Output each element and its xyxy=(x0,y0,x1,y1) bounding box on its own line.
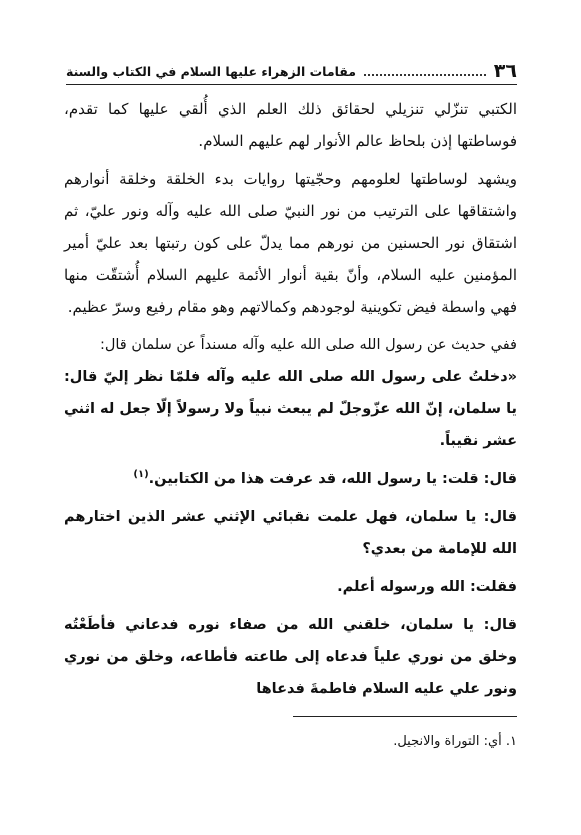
hadith-paragraph-2 xyxy=(64,463,517,495)
footnote-reference: (١) xyxy=(133,469,149,481)
hadith-paragraph-4: فقلت: الله ورسوله أعلم. xyxy=(337,579,517,595)
footnote: ١. أي: التوراة والانجيل. xyxy=(393,734,517,749)
paragraph-3: ففي حديث عن رسول الله صلى الله عليه وآله مسنداً عن سلمان قال: xyxy=(99,337,517,353)
hadith-paragraph-1: «دخلتُ على رسول الله صلى الله عليه وآله فلمّا نظر إليّ قال: يا سلمان، إنّ الله عزّوجلّ لم يبعث نبياً ولا رسولاً إلّا جعل له اثني عشر نقيباً. xyxy=(64,369,517,449)
header-dotted-leader xyxy=(364,74,486,76)
hadith-paragraph-5: قال: يا سلمان، خلقني الله من صفاء نوره فدعاني فأطَعْتُه وخلق من نوري علياً فدعاه إلى طاعته فأطاعه، وخلق من نوري ونور علي عليه السلام فاطمةَ فدعاها xyxy=(64,617,517,697)
body-text xyxy=(64,93,517,705)
footnote-divider xyxy=(293,716,517,717)
page-number: ٣٦ xyxy=(493,60,517,82)
paragraph-1: الكتبي تنزّلي تنزيلي لحقائق ذلك العلم الذي أُلقي عليها كما تقدم، فوساطتها إذن بلحاظ عالم الأنوار لهم عليهم السلام. xyxy=(64,100,517,150)
running-title: مقامات الزهراء عليها السلام في الكتاب والسنة xyxy=(66,63,357,79)
hadith-line-2: قال: قلت: يا رسول الله، قد عرفت هذا من الكتابين. xyxy=(148,471,517,487)
hadith-paragraph-3: قال: يا سلمان، فهل علمت نقبائي الإثني عشر الذين اختارهم الله للإمامة من بعدي؟ xyxy=(64,509,517,557)
paragraph-2: ويشهد لوساطتها لعلومهم وحجّيتها روايات بدء الخلقة وخلقة أنوارهم واشتقاقها على الترتيب من نور النبيّ صلى الله عليه وآله ونور عليّ، ثم اشتقاق نور الحسنين من نورهم مما يدلّ على كون رتبتها بعد عليّ أمير المؤمنين عليه السلام، وأنّ بقية أنوار الأئمة عليهم السلام أُشتقّت منها فهي واسطة فيض تكوينية لوجودهم وكمالاتهم وهو مقام رفيع وسرّ عظيم. xyxy=(64,170,517,316)
page-header xyxy=(66,58,517,85)
